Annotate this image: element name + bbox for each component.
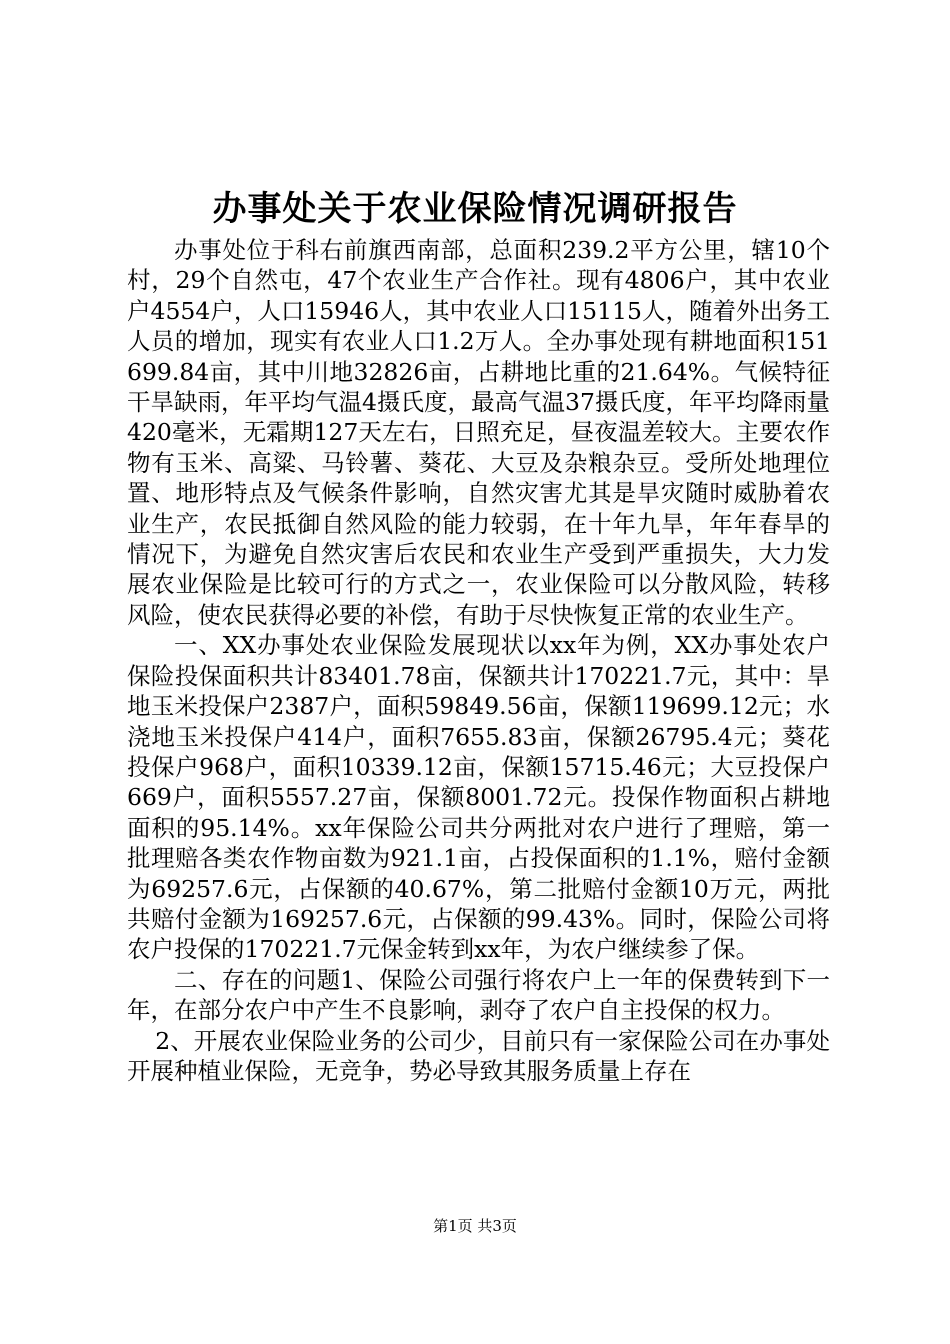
paragraph-problems: 二、存在的问题1、保险公司强行将农户上一年的保费转到下一年，在部分农户中产生不良影响，剥夺了农户自主投保的权力。 [127,965,830,1025]
page-footer: 第1页 共3页 [433,1217,517,1235]
paragraph-current-status: 一、XX办事处农业保险发展现状以xx年为例，XX办事处农户保险投保面积共计83401.78亩，保额共计170221.7元，其中：旱地玉米投保户2387户，面积59849.56亩，保额119699.12元；水浇地玉米投保户414户，面积7655.83亩，保额26795.4元；葵花投保户968户，面积10339.12亩，保额15715.46元；大豆投保户669户，面积5557.27亩，保额8001.72元。投保作物面积占耕地面积的95.14%。xx年保险公司共分两批对农户进行了理赔，第一批理赔各类农作物亩数为921.1亩，占投保面积的1.1%，赔付金额为69257.6元，占保额的40.67%，第二批赔付金额10万元，两批共赔付金额为169257.6元，占保额的99.43%。同时，保险公司将农户投保的170221.7元保金转到xx年，为农户继续参了保。 [127,631,830,964]
paragraph-problem-2: 2、开展农业保险业务的公司少，目前只有一家保险公司在办事处开展种植业保险，无竞争，势必导致其服务质量上存在 [127,1026,830,1085]
document-body [127,235,830,1086]
paragraph-overview: 办事处位于科右前旗西南部，总面积239.2平方公里，辖10个村，29个自然屯，47个农业生产合作社。现有4806户，其中农业户4554户，人口15946人，其中农业人口15115人，随着外出务工人员的增加，现实有农业人口1.2万人。全办事处现有耕地面积151699.84亩，其中川地32826亩，占耕地比重的21.64%。气候特征干旱缺雨，年平均气温4摄氏度，最高气温37摄氏度，年平均降雨量420毫米，无霜期127天左右，日照充足，昼夜温差较大。主要农作物有玉米、高粱、马铃薯、葵花、大豆及杂粮杂豆。受所处地理位置、地形特点及气候条件影响，自然灾害尤其是旱灾随时威胁着农业生产，农民抵御自然风险的能力较弱，在十年九旱，年年春旱的情况下，为避免自然灾害后农民和农业生产受到严重损失，大力发展农业保险是比较可行的方式之一，农业保险可以分散风险，转移风险，使农民获得必要的补偿，有助于尽快恢复正常的农业生产。 [127,236,830,629]
document-title: 办事处关于农业保险情况调研报告 [212,189,738,229]
